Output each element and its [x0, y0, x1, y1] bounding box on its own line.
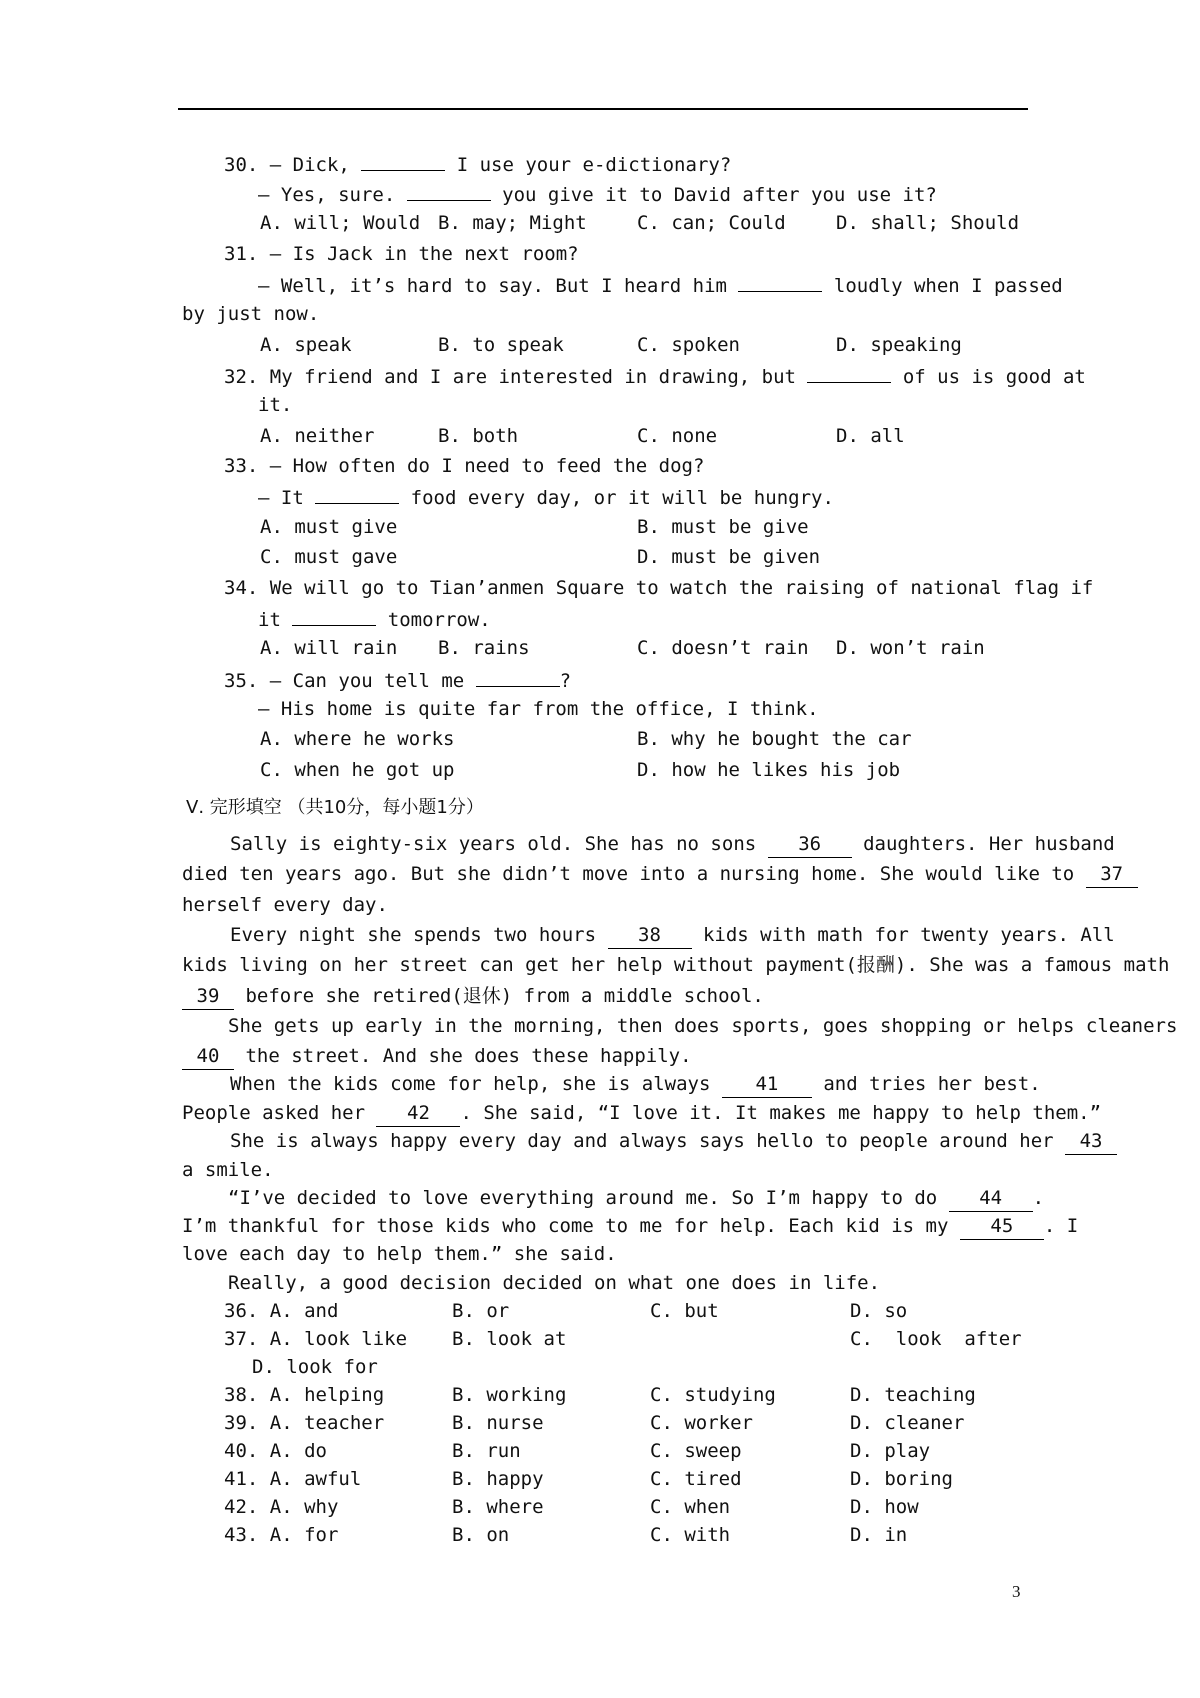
choice-row: 39. A. teacher — [224, 1412, 385, 1434]
choice-d: D. teaching — [850, 1384, 976, 1406]
cloze-blank: 44 — [949, 1185, 1033, 1212]
passage-line: She is always happy every day and always says hello to people around her 43 — [230, 1128, 1117, 1155]
passage-line: 39 before she retired(退休) from a middle school. — [182, 983, 764, 1010]
q30-option-c: C. can; Could — [637, 212, 786, 234]
q35-line2: — His home is quite far from the office, I think. — [258, 698, 819, 720]
passage-line: Really, a good decision decided on what one does in life. — [228, 1272, 881, 1294]
choice-d: D. cleaner — [850, 1412, 965, 1434]
choice-c: C. studying — [650, 1384, 776, 1406]
answer-blank — [738, 271, 822, 292]
passage-line: kids living on her street can get her help without payment(报酬). She was a famous math — [182, 954, 1170, 976]
q31-option-d: D. speaking — [836, 334, 962, 356]
passage-line: People asked her 42 . She said, “I love it. It makes me happy to help them.” — [182, 1100, 1101, 1127]
answer-blank — [407, 180, 491, 201]
cloze-blank: 38 — [608, 922, 692, 949]
passage-line: She gets up early in the morning, then does sports, goes shopping or helps cleaners — [228, 1015, 1178, 1037]
passage-line: herself every day. — [182, 894, 388, 916]
answer-blank — [292, 605, 376, 626]
cloze-blank: 41 — [722, 1071, 812, 1098]
q35-option-c: C. when he got up — [260, 759, 455, 781]
choice-d: D. in — [850, 1524, 908, 1546]
cloze-blank: 45 — [960, 1213, 1044, 1240]
q32-line2: it. — [258, 394, 293, 416]
passage-line: When the kids come for help, she is always 41 and tries her best. — [230, 1071, 1041, 1098]
choice-b: B. run — [452, 1440, 521, 1462]
q34-option-b: B. rains — [438, 637, 530, 659]
choice-b: B. or — [452, 1300, 510, 1322]
section-heading: Ⅴ. 完形填空 （共10分，每小题1分） — [186, 797, 484, 818]
q34-option-d: D. won’t rain — [836, 637, 985, 659]
passage-line: 40 the street. And she does these happily. — [182, 1043, 692, 1070]
choice-c: C. with — [650, 1524, 731, 1546]
q33-line2: — It food every day, or it will be hungry. — [258, 483, 834, 511]
q32-line1: 32. My friend and I are interested in drawing, but of us is good at — [224, 362, 1086, 390]
passage-line: Every night she spends two hours 38 kids with math for twenty years. All — [230, 922, 1115, 949]
choice-b: B. look at — [452, 1328, 567, 1350]
q30-option-a: A. will; Would — [260, 212, 421, 234]
choice-row: 38. A. helping — [224, 1384, 385, 1406]
cloze-blank: 36 — [768, 831, 852, 858]
passage-line: Sally is eighty-six years old. She has no sons 36 daughters. Her husband — [230, 831, 1115, 858]
passage-line: I’m thankful for those kids who come to me for help. Each kid is my 45 . I — [182, 1213, 1078, 1240]
q31-option-b: B. to speak — [438, 334, 564, 356]
cloze-blank: 42 — [376, 1100, 460, 1127]
q31-option-c: C. spoken — [637, 334, 740, 356]
answer-blank — [476, 666, 560, 687]
answer-blank — [361, 150, 445, 171]
q35-line1: 35. — Can you tell me ? — [224, 666, 571, 694]
choice-c: C. when — [650, 1496, 731, 1518]
answer-blank — [315, 483, 399, 504]
cloze-blank: 43 — [1065, 1128, 1117, 1155]
q30-option-b: B. may; Might — [438, 212, 587, 234]
q35-option-a: A. where he works — [260, 728, 455, 750]
choice-row: 36. A. and — [224, 1300, 339, 1322]
choice-d: D. how — [850, 1496, 919, 1518]
q33-option-d: D. must be given — [637, 546, 821, 568]
cloze-blank: 40 — [182, 1043, 234, 1070]
q31-line2: — Well, it’s hard to say. But I heard him loudly when I passed — [258, 271, 1063, 299]
header-rule — [178, 108, 1028, 110]
choice-c: C. worker — [650, 1412, 753, 1434]
choice-b: B. working — [452, 1384, 567, 1406]
q34-line2: it tomorrow. — [258, 605, 491, 633]
q30-line2: — Yes, sure. you give it to David after you use it? — [258, 180, 937, 208]
q33-option-b: B. must be give — [637, 516, 809, 538]
page-number: 3 — [1012, 1582, 1021, 1601]
q34-option-c: C. doesn’t rain — [637, 637, 809, 659]
q33-option-a: A. must give — [260, 516, 398, 538]
q30-line1: 30. — Dick, I use your e-dictionary? — [224, 150, 731, 178]
q32-option-b: B. both — [438, 425, 519, 447]
q31-line3: by just now. — [182, 303, 320, 325]
choice-row: 40. A. do — [224, 1440, 327, 1462]
choice-d: D. look for — [252, 1356, 378, 1378]
choice-d: D. so — [850, 1300, 908, 1322]
q31-line1: 31. — Is Jack in the next room? — [224, 243, 579, 265]
cloze-blank: 39 — [182, 983, 234, 1010]
choice-c: C. sweep — [650, 1440, 742, 1462]
q34-line1: 34. We will go to Tian’anmen Square to watch the raising of national flag if — [224, 577, 1094, 599]
choice-b: B. happy — [452, 1468, 544, 1490]
choice-b: B. nurse — [452, 1412, 544, 1434]
choice-b: B. where — [452, 1496, 544, 1518]
choice-row: 42. A. why — [224, 1496, 339, 1518]
q31-option-a: A. speak — [260, 334, 352, 356]
q32-option-a: A. neither — [260, 425, 375, 447]
q35-option-b: B. why he bought the car — [637, 728, 912, 750]
passage-line: died ten years ago. But she didn’t move into a nursing home. She would like to 37 — [182, 861, 1138, 888]
q34-option-a: A. will rain — [260, 637, 398, 659]
q30-option-d: D. shall; Should — [836, 212, 1020, 234]
choice-row: 41. A. awful — [224, 1468, 362, 1490]
q33-line1: 33. — How often do I need to feed the dog? — [224, 455, 705, 477]
choice-b: B. on — [452, 1524, 510, 1546]
choice-d: D. play — [850, 1440, 931, 1462]
cloze-blank: 37 — [1086, 861, 1138, 888]
q32-option-c: C. none — [637, 425, 718, 447]
passage-line: love each day to help them.” she said. — [182, 1243, 617, 1265]
choice-row: 37. A. look like — [224, 1328, 408, 1350]
choice-row: 43. A. for — [224, 1524, 339, 1546]
answer-blank — [807, 362, 891, 383]
q35-option-d: D. how he likes his job — [637, 759, 901, 781]
passage-line: a smile. — [182, 1159, 274, 1181]
choice-d: D. boring — [850, 1468, 953, 1490]
q32-option-d: D. all — [836, 425, 905, 447]
choice-c: C. but — [650, 1300, 719, 1322]
choice-c: C. look after — [850, 1328, 1022, 1350]
q33-option-c: C. must gave — [260, 546, 398, 568]
choice-c: C. tired — [650, 1468, 742, 1490]
passage-line: “I’ve decided to love everything around me. So I’m happy to do 44 . — [228, 1185, 1044, 1212]
